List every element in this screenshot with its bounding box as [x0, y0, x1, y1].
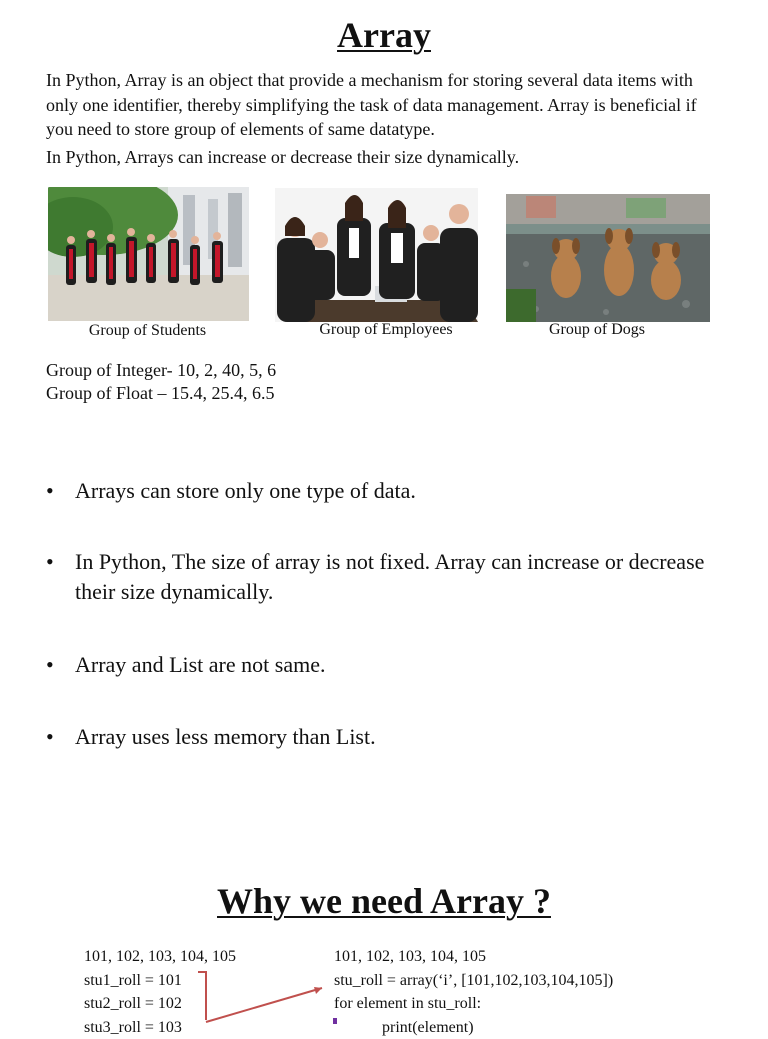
list-item [46, 547, 736, 609]
list-item [46, 476, 736, 508]
intro-paragraph: In Python, Array is an object that provide a mechanism for storing several data items with only one identifier, thereby simplifying the task of data management. Array is beneficial if you need to store group of elements of same datatype. [46, 68, 726, 142]
right-code-block [334, 945, 613, 1039]
bracket-arrow-icon [190, 960, 340, 1024]
bullet-text: Arrays can store only one type of data. [75, 476, 735, 506]
dogs-caption: Group of Dogs [506, 321, 688, 339]
dogs-photo [506, 194, 710, 322]
intro-paragraph-2: In Python, Arrays can increase or decrease their size dynamically. [46, 145, 726, 170]
bullet-text: Array and List are not same. [75, 650, 735, 680]
business-meeting-photo-icon [275, 188, 478, 322]
bullet-icon: • [46, 650, 54, 680]
students-photo [48, 187, 249, 321]
bullet-text: Array uses less memory than List. [75, 722, 735, 752]
code-line: stu3_roll = 103 [84, 1016, 236, 1039]
bullet-icon: • [46, 476, 54, 506]
section-title: Why we need Array ? [0, 880, 768, 922]
code-line: 101, 102, 103, 104, 105 [334, 945, 613, 969]
float-group-line: Group of Float – 15.4, 25.4, 6.5 [46, 382, 275, 405]
code-line: for element in stu_roll: [334, 992, 613, 1016]
employees-photo [275, 188, 478, 322]
integer-group-line: Group of Integer- 10, 2, 40, 5, 6 [46, 359, 276, 382]
code-line: 101, 102, 103, 104, 105 [84, 945, 236, 969]
graduates-photo-icon [48, 187, 249, 321]
list-item [46, 722, 736, 754]
page-title: Array [0, 14, 768, 56]
bullet-text: In Python, The size of array is not fixed. Array can increase or decrease their size dynamically. [75, 547, 735, 607]
employees-caption: Group of Employees [275, 321, 497, 339]
code-line: print(element) [334, 1016, 613, 1039]
list-item [46, 650, 736, 682]
puppies-photo-icon [506, 194, 710, 322]
code-line: stu1_roll = 101 [84, 969, 236, 993]
bullet-icon: • [46, 547, 54, 577]
bullet-icon: • [46, 722, 54, 752]
code-line: stu2_roll = 102 [84, 992, 236, 1016]
code-line: stu_roll = array(‘i’, [101,102,103,104,105]) [334, 969, 613, 993]
students-caption: Group of Students [48, 322, 247, 340]
